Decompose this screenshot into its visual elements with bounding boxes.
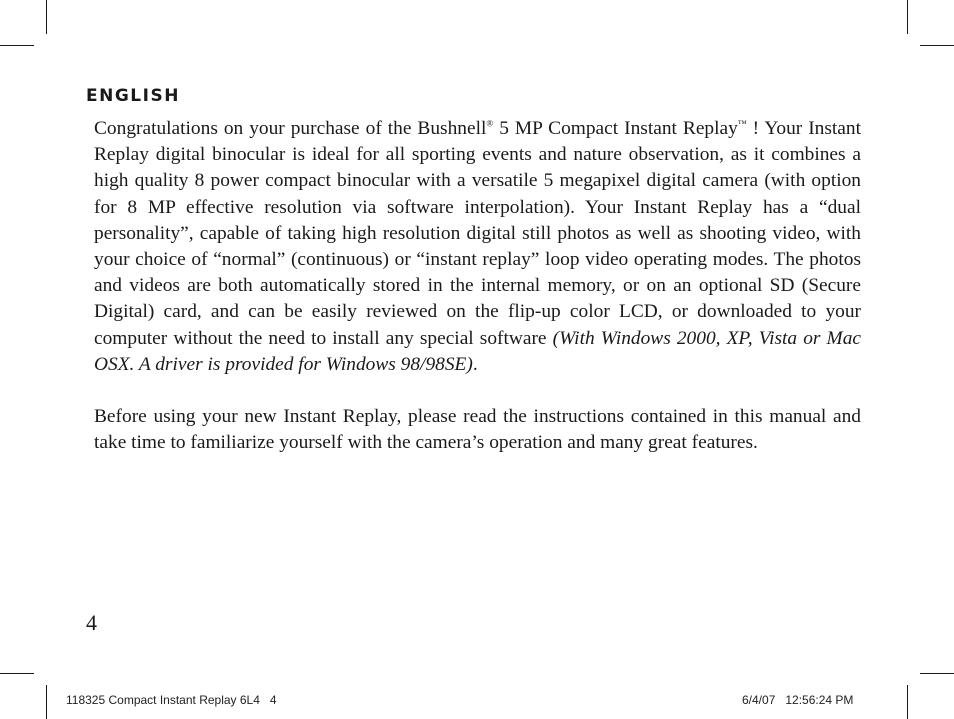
intro-text-end: . xyxy=(472,353,478,375)
os-compatibility-note: (With Windows 2000, XP, Vista or Mac OSX. A driver is provided for Windows 98/98SE) xyxy=(94,327,861,375)
intro-text-3: ! Your Instant Replay digital binocular is ideal for all sporting events and nature observation, as it combines a high quality 8 power compact binocular with a versatile 5 megapixel digital camera (with option for 8 MP effective resolution via software interpolation). Your Instant Replay has a “dual personality”, capable of taking high resolution digital still photos as well as shooting video, with your choice of “normal” (continuous) or “instant replay” loop video operating modes. The photos and videos are both automatically stored in the internal memory, or on an optional SD (Secure Digital) card, and can be easily reviewed on the flip-up color LCD, or downloaded to your computer without the need to install any special software xyxy=(94,118,861,349)
crop-mark-top-right-vertical xyxy=(907,0,908,34)
footer-file-info: 118325 Compact Instant Replay 6L4 4 xyxy=(66,693,277,707)
trademark-mark: ™ xyxy=(737,118,747,129)
page-number: 4 xyxy=(86,610,97,635)
crop-mark-bottom-left-vertical xyxy=(46,685,47,719)
footer-timestamp: 6/4/07 12:56:24 PM xyxy=(742,693,854,707)
crop-mark-bottom-right-vertical xyxy=(907,685,908,719)
intro-text-2: 5 MP Compact Instant Replay xyxy=(493,118,738,139)
instructions-paragraph: Before using your new Instant Replay, please read the instructions contained in this manual and take time to familiarize yourself with the camera’s operation and many great features. xyxy=(94,406,861,454)
body-text xyxy=(94,116,861,456)
crop-mark-bottom-right-horizontal xyxy=(920,673,954,674)
intro-paragraph xyxy=(94,116,861,378)
intro-text-1: Congratulations on your purchase of the Bushnell xyxy=(94,118,487,139)
crop-mark-bottom-left-horizontal xyxy=(0,673,34,674)
crop-mark-top-left-horizontal xyxy=(0,45,34,46)
crop-mark-top-right-horizontal xyxy=(920,45,954,46)
crop-mark-top-left-vertical xyxy=(46,0,47,34)
section-title: ENGLISH xyxy=(86,86,180,106)
registered-mark: ® xyxy=(486,118,494,129)
